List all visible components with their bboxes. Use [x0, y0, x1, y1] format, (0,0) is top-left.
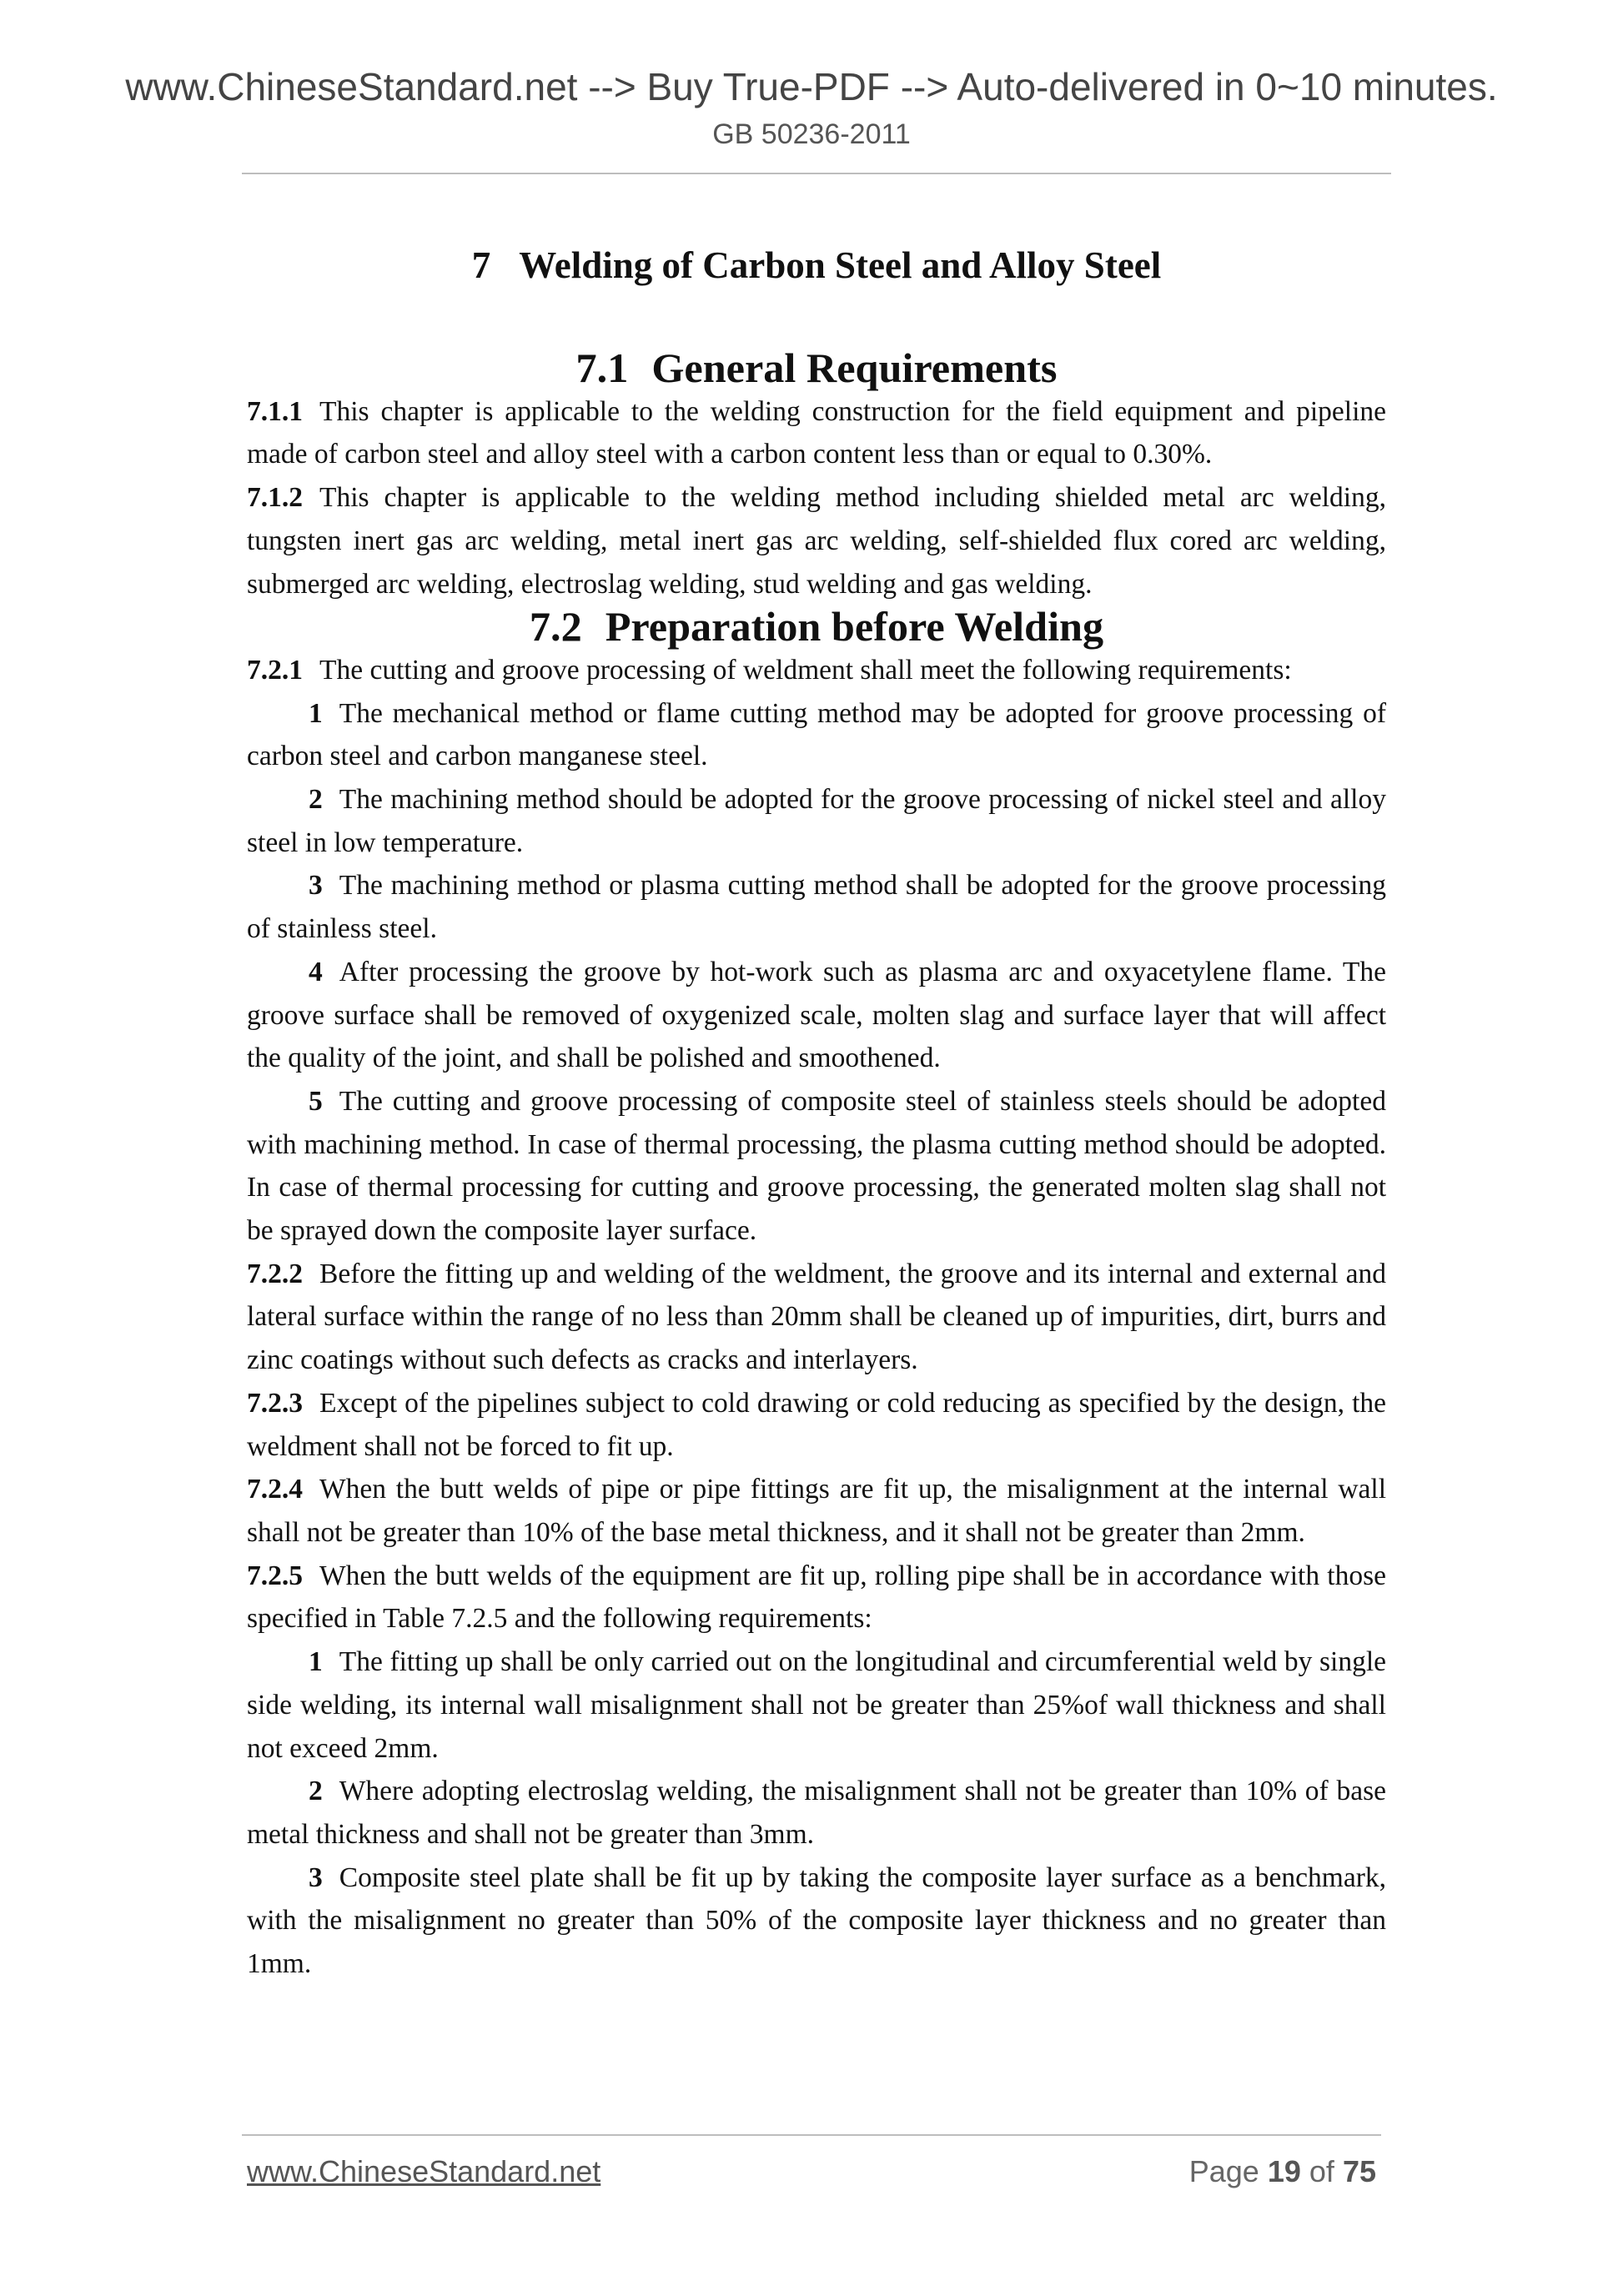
section-number: 7.1: [575, 344, 629, 391]
clause-text: Before the fitting up and welding of the weldment, the groove and its internal and external and lateral surface within the range of no less than 20mm shall be cleaned up of impurities, dirt, burrs and zinc coatings without such defects as cracks and interlayers.: [247, 1258, 1386, 1376]
clause-number: 7.2.5: [247, 1560, 303, 1591]
chapter-number: 7: [471, 244, 491, 286]
list-item: [247, 951, 1386, 1080]
page-current: 19: [1267, 2154, 1301, 2188]
footer-divider: [242, 2134, 1381, 2136]
clause-number: 7.2.3: [247, 1387, 303, 1419]
item-number: 2: [309, 1776, 323, 1807]
clause-number: 7.2.1: [247, 654, 303, 686]
clause: [247, 1253, 1386, 1382]
page-prefix: Page: [1188, 2154, 1259, 2188]
clause: [247, 1555, 1386, 1640]
section-number: 7.2: [529, 603, 582, 651]
item-text: After processing the groove by hot-work such as plasma arc and oxyacetylene flame. The groove surface shall be removed of oxygenized scale, molten slag and surface layer that will affect the quality of the joint, and shall be polished and smoothened.: [247, 956, 1386, 1074]
item-number: 5: [309, 1085, 323, 1117]
clause-number: 7.1.1: [247, 395, 303, 427]
list-item: [247, 864, 1386, 950]
footer-website-link[interactable]: www.ChineseStandard.net: [247, 2154, 601, 2188]
document-body: [247, 240, 1386, 1986]
section-title-text: Preparation before Welding: [605, 603, 1104, 651]
item-number: 2: [309, 784, 323, 816]
page-indicator: [1189, 2153, 1376, 2190]
item-number: 4: [309, 956, 323, 987]
standard-number: GB 50236-2011: [712, 118, 911, 150]
item-text: The machining method should be adopted for the groove processing of nickel steel and alloy steel in low temperature.: [247, 784, 1386, 858]
chapter-title-text: Welding of Carbon Steel and Alloy Steel: [519, 244, 1162, 286]
clause-text: This chapter is applicable to the welding method including shielded metal arc welding, tungsten inert gas arc welding, metal inert gas arc welding, self-shielded flux cored arc welding, submerged arc welding, electroslag welding, stud welding and gas welding.: [247, 482, 1386, 600]
item-text: Where adopting electroslag welding, the misalignment shall not be greater than 10% of base metal thickness and shall not be greater than 3mm.: [247, 1776, 1386, 1850]
list-item: [247, 778, 1386, 864]
clause: [247, 649, 1386, 692]
clause: [247, 1382, 1386, 1468]
list-item: [247, 1770, 1386, 1856]
item-number: 1: [309, 1646, 323, 1678]
list-item: [247, 1080, 1386, 1253]
item-text: The fitting up shall be only carried out on the longitudinal and circumferential weld by single side welding, its internal wall misalignment shall not be greater than 25%of wall thickness and shall not exceed 2mm.: [247, 1646, 1386, 1764]
clause-text: The cutting and groove processing of weldment shall meet the following requirements:: [319, 654, 1292, 686]
item-number: 3: [309, 1861, 323, 1893]
section-title-text: General Requirements: [651, 344, 1058, 391]
clause-text: This chapter is applicable to the welding construction for the field equipment and pipeline made of carbon steel and alloy steel with a carbon content less than or equal to 0.30%.: [247, 395, 1386, 470]
page-total: 75: [1342, 2154, 1376, 2188]
clause: [247, 390, 1386, 476]
clause: [247, 1468, 1386, 1554]
item-text: The cutting and groove processing of composite steel of stainless steels should be adopted with machining method. In case of thermal processing, the plasma cutting method should be adopted. In case of thermal processing for cutting and groove processing, the generated molten slag shall not be sprayed down the composite layer surface.: [247, 1085, 1386, 1247]
header-banner[interactable]: www.ChineseStandard.net --> Buy True-PDF --> Auto-delivered in 0~10 minutes.: [125, 65, 1498, 108]
section-title: [247, 605, 1386, 649]
clause-number: 7.2.4: [247, 1474, 303, 1505]
list-item: [247, 1856, 1386, 1986]
clause-text: Except of the pipelines subject to cold drawing or cold reducing as specified by the design, the weldment shall not be forced to fit up.: [247, 1387, 1386, 1462]
item-text: Composite steel plate shall be fit up by taking the composite layer surface as a benchmark, with the misalignment no greater than 50% of the composite layer thickness and no greater than 1mm.: [247, 1861, 1386, 1980]
list-item: [247, 1640, 1386, 1770]
item-number: 3: [309, 870, 323, 902]
item-text: The mechanical method or flame cutting method may be adopted for groove processing of carbon steel and carbon manganese steel.: [247, 697, 1386, 772]
clause: [247, 476, 1386, 605]
page-of: of: [1309, 2154, 1334, 2188]
chapter-title: [247, 240, 1386, 290]
clause-text: When the butt welds of pipe or pipe fittings are fit up, the misalignment at the internal wall shall not be greater than 10% of the base metal thickness, and it shall not be greater than 2mm.: [247, 1474, 1386, 1548]
clause-number: 7.1.2: [247, 482, 303, 514]
clause-text: When the butt welds of the equipment are fit up, rolling pipe shall be in accordance with those specified in Table 7.2.5 and the following requirements:: [247, 1560, 1386, 1635]
list-item: [247, 692, 1386, 778]
item-number: 1: [309, 697, 323, 729]
item-text: The machining method or plasma cutting method shall be adopted for the groove processing of stainless steel.: [247, 870, 1386, 945]
header-divider: [242, 173, 1391, 174]
clause-number: 7.2.2: [247, 1258, 303, 1289]
section-title: [247, 344, 1386, 391]
